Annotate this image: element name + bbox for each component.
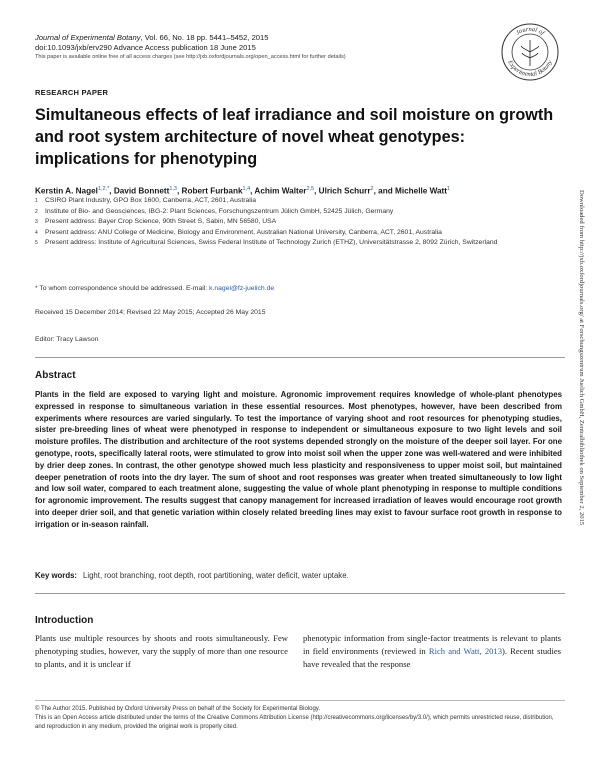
citation-link[interactable]: Rich and Watt, 2013 bbox=[428, 645, 503, 656]
author: Ulrich Schurr bbox=[318, 186, 371, 196]
section-divider bbox=[35, 593, 565, 594]
affiliation-number: 3 bbox=[35, 219, 38, 225]
journal-logo bbox=[500, 22, 560, 82]
affiliation-text: CSIRO Plant Industry, GPO Box 1600, Canberra, ACT, 2601, Australia bbox=[45, 197, 257, 204]
author-list: Kerstin A. Nagel$^{1,2,*}$, David Bonnett$^{1,3}$, Robert Furbank$^{1,4}$, Achim Walter$^{2,5}$, Ulrich Schurr$^2$, and Michelle Watt$^1$ bbox=[35, 186, 451, 196]
introduction-column-left: Plants use multiple resources by shoots and roots simultaneously. Few phenotyping studies, however, vary the supply of more than one resource to plants, and it is unclear if bbox=[35, 633, 288, 669]
author-affiliation-mark: 2 bbox=[370, 186, 374, 192]
license-line: This is an Open Access article distributed under the terms of the Creative Commons Attribution License (http://creativecommons.org/licenses/by/3.0/), which permits unrestricted reuse, distribution, and reproduction in any medium, provided the original work is properly cited. bbox=[35, 715, 554, 730]
article-title: Simultaneous effects of leaf irradiance and soil moisture on growth and root system architecture of novel wheat genotypes: implications for phenotyping bbox=[35, 106, 554, 168]
author: Robert Furbank bbox=[181, 186, 243, 196]
affiliation-number: 5 bbox=[35, 240, 38, 246]
author-affiliation-mark: 1,3 bbox=[169, 186, 177, 192]
journal-seal-icon bbox=[500, 22, 560, 82]
journal-name: Journal of Experimental Botany bbox=[35, 33, 141, 42]
affiliation bbox=[35, 207, 555, 218]
article-type: RESEARCH PAPER bbox=[35, 88, 109, 97]
author-affiliation-mark: 2,5 bbox=[306, 186, 315, 192]
journal-volume: , Vol. 66, No. 18 pp. 5441–5452, 2015 bbox=[140, 33, 269, 42]
author-affiliation-mark: 1,2,* bbox=[97, 186, 110, 192]
correspondence-prefix: * To whom correspondence should be addressed. E-mail: bbox=[35, 285, 208, 292]
author-affiliation-mark: 1,4 bbox=[242, 186, 251, 192]
correspondence-email-link[interactable]: k.nagel@fz-juelich.de bbox=[209, 285, 275, 292]
affiliation bbox=[35, 196, 555, 207]
plant-icon bbox=[521, 40, 539, 66]
article-dates: Received 15 December 2014; Revised 22 May 2015; Accepted 26 May 2015 bbox=[35, 309, 266, 316]
author: Achim Walter bbox=[254, 186, 307, 196]
footer-divider bbox=[35, 700, 565, 701]
logo-top-text: Journal of bbox=[514, 25, 546, 37]
download-notice-sidebar bbox=[575, 190, 587, 610]
download-notice-text: Downloaded from http://jxb.oxfordjournals.org/ at Forschungszentrum Juelich GmbH, Zentralbibliothek on September 2, 2015 bbox=[578, 190, 585, 526]
affiliation-list bbox=[35, 196, 555, 249]
affiliation-text: Present address: Bayer Crop Science, 90th Street S, Sabin, MN 56580, USA bbox=[45, 218, 277, 225]
affiliation-number: 2 bbox=[35, 208, 38, 215]
logo-bottom-text: Experimental Botany bbox=[506, 59, 554, 79]
keywords-label: Key words: bbox=[35, 571, 78, 580]
abstract-heading: Abstract bbox=[35, 370, 76, 381]
affiliation-text: Institute of Bio- and Geosciences, IBG-2: Plant Sciences, Forschungszentrum Jülich GmbH, 52425 Jülich, Germany bbox=[45, 207, 394, 215]
affiliation-text: Present address: Institute of Agricultural Sciences, Swiss Federal Institute of Technology Zurich (ETHZ), Universitätstrasse 2, 8092 Zürich, Switzerland bbox=[45, 239, 498, 246]
affiliation bbox=[35, 217, 555, 228]
introduction-column-right bbox=[303, 632, 561, 670]
correspondence-note bbox=[35, 285, 274, 292]
doi-line: doi:10.1093/jxb/erv290 Advance Access publication 18 June 2015 bbox=[35, 43, 256, 52]
author: Kerstin A. Nagel bbox=[35, 186, 98, 196]
affiliation bbox=[35, 228, 555, 239]
editor-line: Editor: Tracy Lawson bbox=[35, 336, 99, 343]
affiliation-number: 1 bbox=[35, 198, 38, 204]
svg-text:Journal of bbox=[515, 26, 547, 38]
introduction-heading: Introduction bbox=[35, 615, 94, 626]
open-access-note: This paper is available online free of all access charges (see http://jxb.oxfordjournals.org/open_access.html for further details) bbox=[35, 54, 346, 60]
affiliation-number: 4 bbox=[35, 229, 38, 236]
keywords-line bbox=[35, 571, 562, 580]
author-conjunction: and bbox=[378, 186, 393, 196]
affiliation bbox=[35, 238, 555, 249]
introduction-text: phenotypic information from single-factor treatments is relevant to plants in field environments (reviewed in bbox=[303, 633, 561, 656]
author: Michelle Watt bbox=[395, 186, 448, 196]
journal-citation bbox=[35, 33, 455, 43]
section-divider bbox=[35, 357, 565, 358]
affiliation-text: Present address: ANU College of Medicine, Biology and Environment, Australian National University, Canberra, ACT, 2601, Australia bbox=[45, 228, 442, 236]
introduction-text: ). Recent studies have revealed that the response bbox=[303, 645, 562, 669]
copyright-line: © The Author 2015. Published by Oxford University Press on behalf of the Society for Experimental Biology. bbox=[35, 706, 321, 712]
author-affiliation-mark: 1 bbox=[447, 186, 451, 192]
journal-header bbox=[35, 33, 455, 61]
abstract-text: Plants in the field are exposed to varying light and moisture. Agronomic improvement requires knowledge of whole-plant phenotypes expressed in response to simultaneous variation in these essential resources. Most phenotypes, however, have been described from experiments where resources are varied singularly. To test the importance of varying shoot and root resources for phenotyping studies, sister pre-breeding lines of wheat were phenotyped in response to independent or simultaneous exposure to two light levels and soil moisture profiles. The distribution and architecture of the root systems depended strongly on the moisture of the deeper soil layer. For one genotype, roots, specifically lateral roots, were stimulated to grow into moist soil when the upper zone was well-watered and were inhibited by drier deep zones. In contrast, the other genotype showed much less plasticity and responsiveness to upper moist soil, but maintained deeper penetration of roots into the dry layer. The sum of shoot and root responses was greater when treated simultaneously to low light and low soil water, compared to each treatment alone, suggesting the value of whole plant phenotyping in response to multiple conditions for agronomic improvement. The results suggest that canopy management for increased irradiation of leaves would encourage root growth into deeper drier soil, and that genetic variation within closely related breeding lines may exist to favour surface root growth in response to irrigation or in-season rainfall. bbox=[35, 390, 562, 529]
keywords-text: Light, root branching, root depth, root partitioning, water deficit, water uptake. bbox=[83, 571, 349, 580]
copyright-footer bbox=[35, 705, 565, 732]
author: David Bonnett bbox=[113, 186, 170, 196]
